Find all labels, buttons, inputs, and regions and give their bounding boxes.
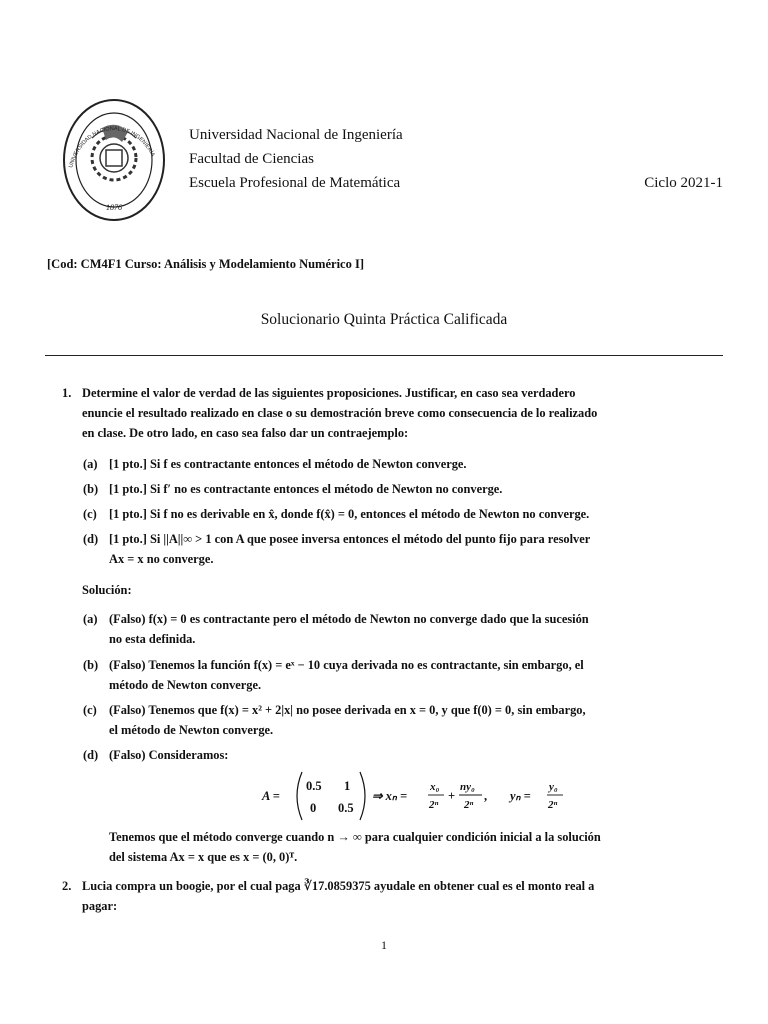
item-b-text: [1 pto.] Si f′ no es contractante entonces el método de Newton no converge. [109, 482, 503, 496]
title-rule [45, 355, 723, 356]
item-a-text: [1 pto.] Si f es contractante entonces el método de Newton converge. [109, 457, 467, 471]
cycle-label: Ciclo 2021-1 [644, 175, 723, 191]
item-d-text-line2: Ax = x no converge. [109, 552, 214, 566]
solution-label: Solución: [82, 583, 132, 597]
item-c-label: (c) [83, 507, 97, 521]
item-d-text-line1: [1 pto.] Si ||A||∞ > 1 con A que posee inversa entonces el método del punto fijo para resolver [109, 532, 591, 546]
matrix-a11: 0.5 [306, 779, 322, 793]
svg-text:UNIVERSIDAD NACIONAL DE INGENI: UNIVERSIDAD NACIONAL DE INGENIERÍA [68, 126, 156, 169]
f3-den: 2ⁿ [548, 799, 558, 811]
conclusion-line1: Tenemos que el método converge cuando n → ∞ para cualquier condición inicial a la solución [109, 830, 601, 844]
matrix-a21: 0 [310, 801, 317, 815]
eq-lhs: A = [262, 789, 280, 803]
f2-num: ny₀ [460, 781, 475, 793]
item-c-text: [1 pto.] Si f no es derivable en x̂, donde f(x̂) = 0, entonces el método de Newton no converge. [109, 507, 590, 521]
university-seal-logo [62, 98, 166, 222]
q1-intro-line2: enuncie el resultado realizado en clase o su demostración breve como consecuencia de lo realizado [82, 406, 598, 420]
course-code: [Cod: CM4F1 Curso: Análisis y Modelamiento Numérico I] [47, 257, 364, 271]
solution-c-line1: (Falso) Tenemos que f(x) = x² + 2|x| no posee derivada en x = 0, y que f(0) = 0, sin embargo, [109, 703, 586, 717]
matrix-a22: 0.5 [338, 801, 354, 815]
solution-c-line2: el método de Newton converge. [109, 723, 274, 737]
right-paren [360, 772, 365, 820]
document-title: Solucionario Quinta Práctica Calificada [260, 311, 508, 328]
q2-line1: Lucia compra un boogie, por el cual paga ∛17.0859375 ayudale en obtener cual es el monto real a [82, 879, 595, 893]
solution-a-line1: (Falso) f(x) = 0 es contractante pero el método de Newton no converge dado que la sucesión [109, 612, 589, 626]
q2-line2: pagar: [82, 899, 118, 913]
solution-b-line1: (Falso) Tenemos la función f(x) = eˣ − 10 cuya derivada no es contractante, sin embargo, el [109, 658, 584, 672]
solution-a-label: (a) [83, 612, 98, 626]
solution-d-line1: (Falso) Consideramos: [109, 748, 229, 762]
f1-den: 2ⁿ [429, 799, 439, 811]
item-d-label: (d) [83, 532, 99, 546]
f3-num: y₀ [549, 781, 558, 793]
conclusion-line2: del sistema Ax = x que es x = (0, 0)ᵀ. [109, 850, 298, 864]
item-a-label: (a) [83, 457, 98, 471]
left-paren [297, 772, 302, 820]
school-name: Escuela Profesional de Matemática [189, 175, 401, 191]
f2-den: 2ⁿ [464, 799, 474, 811]
university-name: Universidad Nacional de Ingeniería [189, 127, 403, 143]
q1-number: 1. [62, 386, 72, 400]
q2-number: 2. [62, 879, 72, 893]
q1-intro-line1: Determine el valor de verdad de las siguientes proposiciones. Justificar, en caso sea verdadero [82, 386, 576, 400]
solution-b-label: (b) [83, 658, 99, 672]
solution-c-label: (c) [83, 703, 97, 717]
f1-num: x₀ [430, 781, 440, 793]
eq-yn: yₙ = [510, 789, 531, 803]
q1-intro-line3: en clase. De otro lado, en caso sea falso dar un contraejemplo: [82, 426, 409, 440]
item-b-label: (b) [83, 482, 99, 496]
eq-arrow: ⇒ xₙ = [372, 789, 408, 803]
solution-a-line2: no esta definida. [109, 632, 196, 646]
matrix-equation [258, 768, 578, 824]
page-number: 1 [381, 938, 387, 952]
eq-plus: + [448, 789, 456, 803]
eq-sep: , [484, 789, 488, 803]
svg-text:1876: 1876 [106, 203, 122, 212]
solution-d-label: (d) [83, 748, 99, 762]
solution-b-line2: método de Newton converge. [109, 678, 262, 692]
faculty-name: Facultad de Ciencias [189, 151, 314, 167]
matrix-a12: 1 [344, 779, 351, 793]
